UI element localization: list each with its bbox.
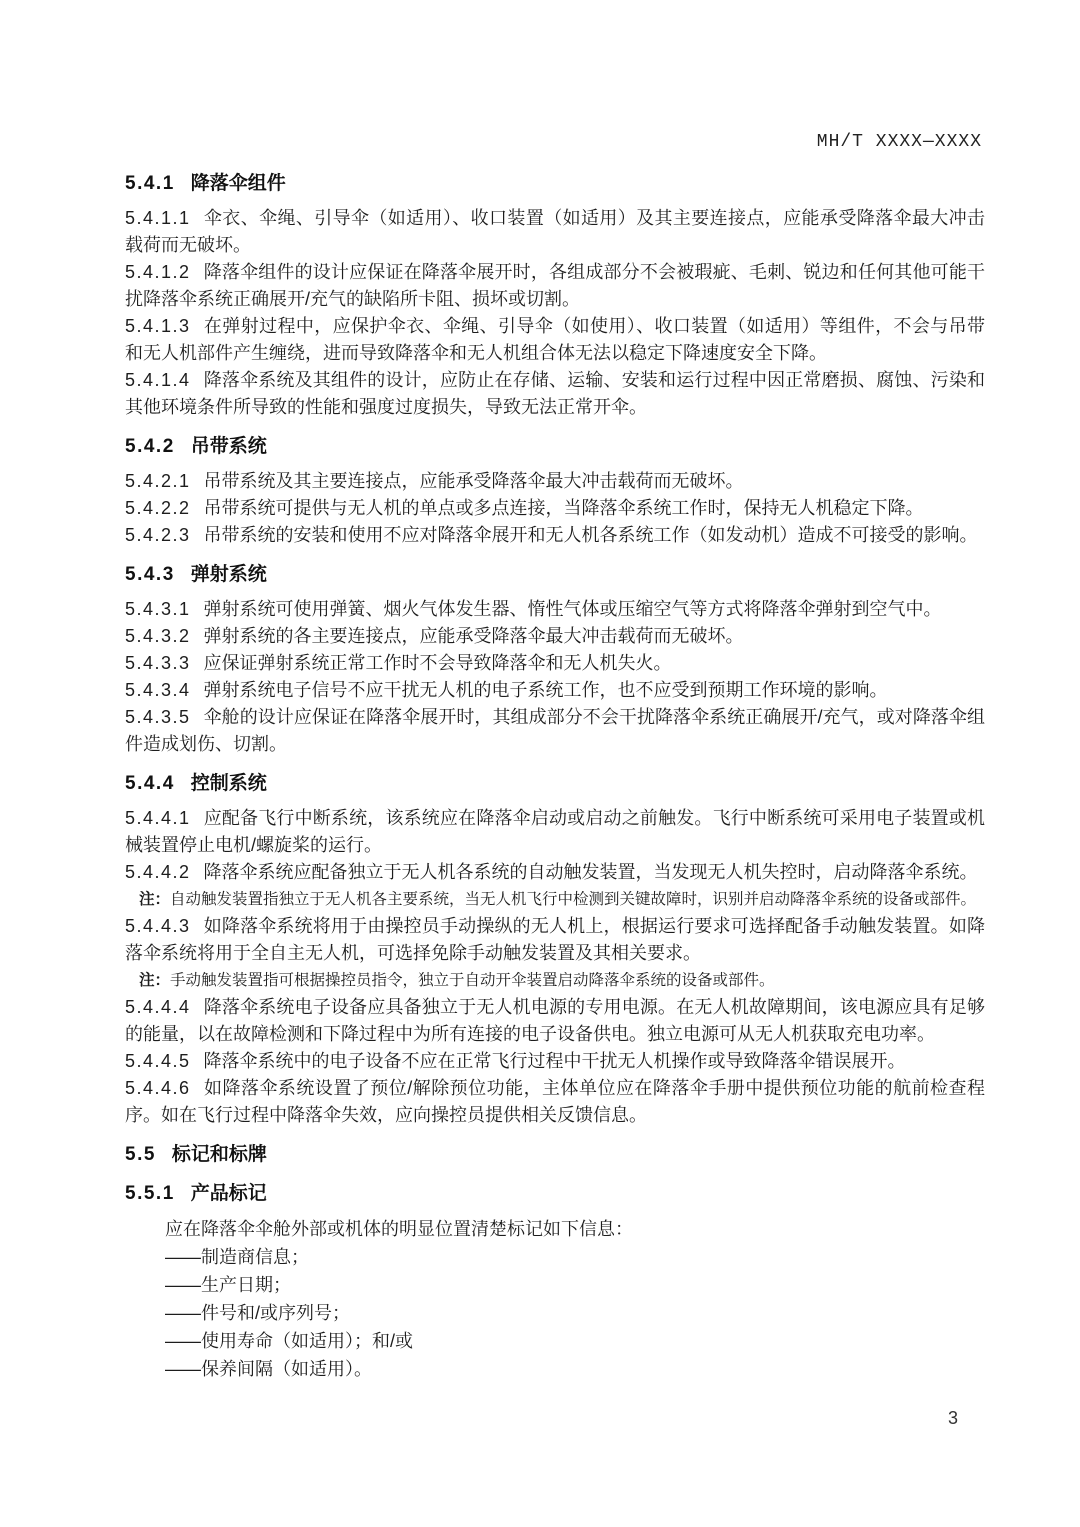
clause-number: 5.4.4.3 <box>125 916 191 936</box>
clause-paragraph <box>125 805 985 859</box>
clause-paragraph <box>125 1048 985 1075</box>
clause-paragraph <box>125 596 985 623</box>
clause-paragraph <box>125 704 985 758</box>
clause-text: 弹射系统电子信号不应干扰无人机的电子系统工作，也不应受到预期工作环境的影响。 <box>203 680 888 700</box>
dash-list-item: ——件号和/或序列号； <box>165 1303 351 1323</box>
clause-paragraph <box>125 1075 985 1129</box>
section-title: 产品标记 <box>190 1183 267 1204</box>
section-title: 吊带系统 <box>190 436 267 457</box>
clause-number: 5.4.4.2 <box>125 862 191 882</box>
clause-paragraph <box>125 650 985 677</box>
clause-text: 弹射系统可使用弹簧、烟火气体发生器、惰性气体或压缩空气等方式将降落伞弹射到空气中。 <box>203 599 942 619</box>
clause-text: 在弹射过程中，应保护伞衣、伞绳、引导伞（如使用）、收口装置（如适用）等组件，不会与吊带和无人机部件产生缠绕，进而导致降落伞和无人机组合体无法以稳定下降速度安全下降。 <box>125 316 985 363</box>
note-label: 注： <box>139 891 171 908</box>
clause-paragraph <box>125 259 985 313</box>
clause-paragraph <box>125 522 985 549</box>
clause-number: 5.4.4.6 <box>125 1078 191 1098</box>
dash-list-item: ——使用寿命（如适用）；和/或 <box>165 1331 413 1351</box>
section-heading <box>125 1141 985 1168</box>
clause-text: 降落伞组件的设计应保证在降落伞展开时，各组成部分不会被瑕疵、毛刺、锐边和任何其他可能干扰降落伞系统正确展开/充气的缺陷所卡阻、损坏或切割。 <box>125 262 985 309</box>
clause-text: 降落伞系统及其组件的设计，应防止在存储、运输、安装和运行过程中因正常磨损、腐蚀、污染和其他环境条件所导致的性能和强度过度损失，导致无法正常开伞。 <box>125 370 985 417</box>
clause-paragraph <box>125 468 985 495</box>
clause-paragraph <box>125 495 985 522</box>
dash-list-item: ——生产日期； <box>165 1275 291 1295</box>
section-title: 降落伞组件 <box>190 173 286 194</box>
section-heading <box>125 433 985 460</box>
clause-number: 5.4.4.4 <box>125 997 191 1017</box>
clause-number: 5.4.4.1 <box>125 808 191 828</box>
document-content <box>125 170 985 1383</box>
page-number: 3 <box>947 1408 958 1428</box>
clause-text: 如降落伞系统设置了预位/解除预位功能，主体单位应在降落伞手册中提供预位功能的航前检查程序。如在飞行过程中降落伞失效，应向操控员提供相关反馈信息。 <box>125 1078 985 1125</box>
section-number: 5.5 <box>125 1144 156 1165</box>
note-paragraph <box>139 969 985 992</box>
clause-paragraph <box>125 994 985 1048</box>
clause-number: 5.4.3.3 <box>125 653 191 673</box>
clause-paragraph <box>125 859 985 886</box>
section-heading <box>125 1180 985 1207</box>
clause-number: 5.4.3.5 <box>125 707 191 727</box>
section-heading <box>125 170 985 197</box>
clause-text: 降落伞系统中的电子设备不应在正常飞行过程中干扰无人机操作或导致降落伞错误展开。 <box>203 1051 906 1071</box>
section-title: 标记和标牌 <box>171 1144 267 1165</box>
section-number: 5.5.1 <box>125 1183 175 1204</box>
section-title: 控制系统 <box>190 773 267 794</box>
clause-number: 5.4.1.3 <box>125 316 191 336</box>
clause-text: 应配备飞行中断系统，该系统应在降落伞启动或启动之前触发。飞行中断系统可采用电子装置或机械装置停止电机/螺旋桨的运行。 <box>125 808 985 855</box>
clause-number: 5.4.3.2 <box>125 626 191 646</box>
clause-number: 5.4.1.2 <box>125 262 191 282</box>
note-label: 注： <box>139 972 171 989</box>
clause-number: 5.4.2.2 <box>125 498 191 518</box>
clause-paragraph <box>125 367 985 421</box>
clause-number: 5.4.2.1 <box>125 471 191 491</box>
clause-paragraph <box>125 205 985 259</box>
clause-text: 如降落伞系统将用于由操控员手动操纵的无人机上，根据运行要求可选择配备手动触发装置。如降落伞系统将用于全自主无人机，可选择免除手动触发装置及其相关要求。 <box>125 916 985 963</box>
clause-text: 弹射系统的各主要连接点，应能承受降落伞最大冲击载荷而无破坏。 <box>203 626 744 646</box>
section-heading <box>125 770 985 797</box>
section-number: 5.4.3 <box>125 564 175 585</box>
note-text: 自动触发装置指独立于无人机各主要系统，当无人机飞行中检测到关键故障时，识别并启动降落伞系统的设备或部件。 <box>170 891 977 908</box>
clause-number: 5.4.1.1 <box>125 208 191 228</box>
note-paragraph <box>139 888 985 911</box>
clause-paragraph <box>125 623 985 650</box>
clause-number: 5.4.1.4 <box>125 370 191 390</box>
doc-code: MH/T XXXX—XXXX <box>816 132 982 152</box>
section-title: 弹射系统 <box>190 564 267 585</box>
clause-text: 伞衣、伞绳、引导伞（如适用）、收口装置（如适用）及其主要连接点，应能承受降落伞最大冲击载荷而无破坏。 <box>125 208 985 255</box>
page-header <box>125 132 982 152</box>
clause-number: 5.4.2.3 <box>125 525 191 545</box>
clause-text: 吊带系统可提供与无人机的单点或多点连接，当降落伞系统工作时，保持无人机稳定下降。 <box>203 498 924 518</box>
clause-text: 伞舱的设计应保证在降落伞展开时，其组成部分不会干扰降落伞系统正确展开/充气，或对降落伞组件造成划伤、切割。 <box>125 707 985 754</box>
clause-number: 5.4.3.4 <box>125 680 191 700</box>
section-number: 5.4.2 <box>125 436 175 457</box>
note-text: 手动触发装置指可根据操控员指令，独立于自动开伞装置启动降落伞系统的设备或部件。 <box>170 972 775 989</box>
clause-text: 吊带系统及其主要连接点，应能承受降落伞最大冲击载荷而无破坏。 <box>203 471 744 491</box>
clause-paragraph <box>125 313 985 367</box>
clause-paragraph <box>125 913 985 967</box>
clause-paragraph <box>125 677 985 704</box>
clause-text: 降落伞系统电子设备应具备独立于无人机电源的专用电源。在无人机故障期间，该电源应具有足够的能量，以在故障检测和下降过程中为所有连接的电子设备供电。独立电源可从无人机获取充电功率。 <box>125 997 985 1044</box>
clause-text: 吊带系统的安装和使用不应对降落伞展开和无人机各系统工作（如发动机）造成不可接受的影响。 <box>203 525 978 545</box>
intro-line: 应在降落伞伞舱外部或机体的明显位置清楚标记如下信息： <box>165 1219 633 1239</box>
clause-text: 降落伞系统应配备独立于无人机各系统的自动触发装置，当发现无人机失控时，启动降落伞系统。 <box>203 862 978 882</box>
dash-list-item: ——保养间隔（如适用）。 <box>165 1359 372 1379</box>
section-number: 5.4.1 <box>125 173 175 194</box>
section-number: 5.4.4 <box>125 773 175 794</box>
clause-text: 应保证弹射系统正常工作时不会导致降落伞和无人机失火。 <box>203 653 672 673</box>
clause-number: 5.4.4.5 <box>125 1051 191 1071</box>
dash-list-item: ——制造商信息； <box>165 1247 309 1267</box>
section-heading <box>125 561 985 588</box>
clause-number: 5.4.3.1 <box>125 599 191 619</box>
